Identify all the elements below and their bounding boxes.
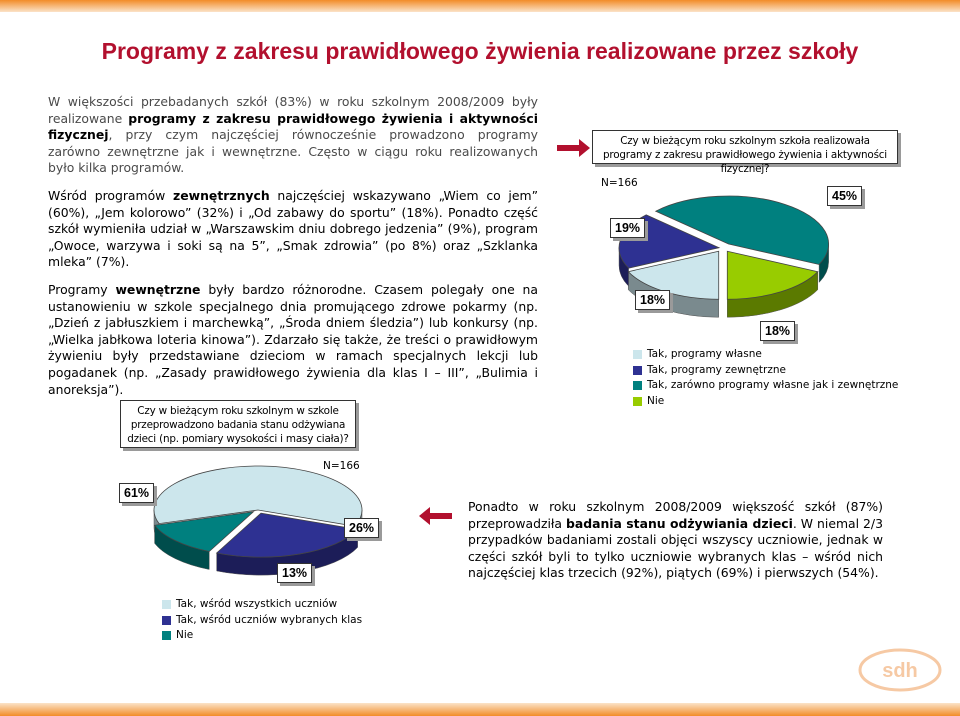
programs-chart-title: Czy w bieżącym roku szkolnym szkoła realizowała programy z zakresu prawidłowego żywienia i aktywności fizycznej? — [592, 130, 898, 164]
legend-label: Tak, wśród uczniów wybranych klas — [176, 613, 363, 626]
legend-swatch — [162, 631, 171, 640]
nutrition-chart-n: N=166 — [323, 460, 360, 472]
nutrition-legend-item — [162, 613, 362, 629]
logo-icon — [855, 645, 945, 695]
p4-part-c: . W niemal 2/3 przypadków badaniami zostali objęci wszyscy uczniowie, jednak w części szkół byli to tylko uczniowie wybranych klas – wśród nich najczęściej klas trzecich (92%), piątych (69%) i pierwszych (54%). — [468, 515, 883, 581]
programs-label-both: 45% — [827, 186, 862, 206]
legend-label: Tak, wśród wszystkich uczniów — [176, 598, 338, 610]
nutrition-text-block — [468, 499, 883, 593]
nutrition-label-wybrane: 26% — [344, 518, 379, 538]
programs-legend-item — [633, 363, 898, 379]
programs-legend — [633, 347, 898, 409]
legend-swatch — [633, 366, 642, 375]
legend-label: Tak, zarówno programy własne jak i zewnętrzne — [647, 379, 899, 391]
p2-part-a: Wśród programów — [48, 187, 174, 203]
paragraph-4 — [468, 499, 883, 582]
legend-label: Tak, programy własne — [647, 348, 762, 360]
programs-label-nie: 18% — [760, 321, 795, 341]
p4-bold: badania stanu odżywiania dzieci — [566, 515, 793, 531]
p1-part-a: W większości przebadanych szkół (83%) w roku szkolnym 2008/2009 były realizowane — [48, 94, 538, 126]
legend-swatch — [162, 616, 171, 625]
arrow-right-icon — [557, 138, 591, 158]
p3-part-c: były bardzo różnorodne. Czasem polegały one na ustanowieniu w szkole specjalnego dnia promującego zdrowe pokarmy (np. „Dzień z jabłuszkiem i marchewką”, „Środa dniem śledzia”) lub konkursy (np. „Wielka jabłkowa loteria kinowa”). Zdarzało się także, że treści o prawidłowym żywieniu były przedstawiane dzieciom w ramach specjalnych lekcji lub pogadanek (np. „Zasady prawidłowego żywienia dla klas I – III”, „Bulimia i anoreksja”). — [48, 281, 538, 397]
p3-bold: wewnętrzne — [115, 281, 201, 297]
programs-legend-item — [633, 347, 898, 363]
legend-swatch — [162, 600, 171, 609]
p1-bold: programy z zakresu prawidłowego żywienia i aktywności fizycznej — [48, 110, 538, 143]
p4-part-a: Ponadto w roku szkolnym 2008/2009 większość szkół (87%) przeprowadziła — [468, 499, 883, 531]
legend-label: Nie — [176, 629, 194, 641]
p2-part-c: najczęściej wskazywano „Wiem co jem” (60%), „Jem kolorowo” (32%) i „Od zabawy do sportu” (18%). Ponadto część szkół wymieniła udział w „Warszawskim dniu dobrego jedzenia” (9%), program „Owoce, warzywa i soki są na 5”, „Smak zdrowia” (po 8%) oraz „Szklanka mleka” (7%). — [48, 187, 538, 270]
nutrition-label-nie: 13% — [277, 563, 312, 583]
intro-text-block — [48, 94, 538, 409]
arrow-left-icon — [419, 506, 453, 526]
legend-swatch — [633, 381, 642, 390]
paragraph-3 — [48, 282, 538, 398]
p1-part-c: , przy czym najczęściej równocześnie prowadzono programy zarówno zewnętrzne jak i wewnętrzne. Często w ciągu roku realizowanych było kilka programów. — [48, 127, 538, 176]
legend-swatch — [633, 350, 642, 359]
paragraph-1 — [48, 94, 538, 177]
bottom-gradient-bar — [0, 703, 960, 716]
nutrition-legend — [162, 597, 362, 644]
p3-part-a: Programy — [48, 281, 116, 297]
page-title: Programy z zakresu prawidłowego żywienia realizowane przez szkoły — [101, 38, 859, 64]
nutrition-legend-item — [162, 628, 362, 644]
programs-chart-n: N=166 — [601, 177, 638, 189]
programs-legend-item — [633, 394, 898, 410]
programs-label-wlasne: 18% — [635, 290, 670, 310]
programs-legend-item — [633, 378, 898, 394]
paragraph-2 — [48, 188, 538, 271]
nutrition-label-wszyscy: 61% — [119, 483, 154, 503]
legend-swatch — [633, 397, 642, 406]
nutrition-legend-item — [162, 597, 362, 613]
legend-label: Nie — [647, 394, 665, 407]
legend-label: Tak, programy zewnętrzne — [647, 363, 786, 376]
logo-text: sdh — [882, 660, 918, 682]
programs-label-zewnetrzne: 19% — [610, 218, 645, 238]
p2-bold: zewnętrznych — [173, 187, 270, 203]
nutrition-chart-title: Czy w bieżącym roku szkolnym w szkole przeprowadzono badania stanu odżywiana dzieci (np. pomiary wysokości i masy ciała)? — [120, 400, 356, 448]
top-gradient-bar — [0, 0, 960, 12]
